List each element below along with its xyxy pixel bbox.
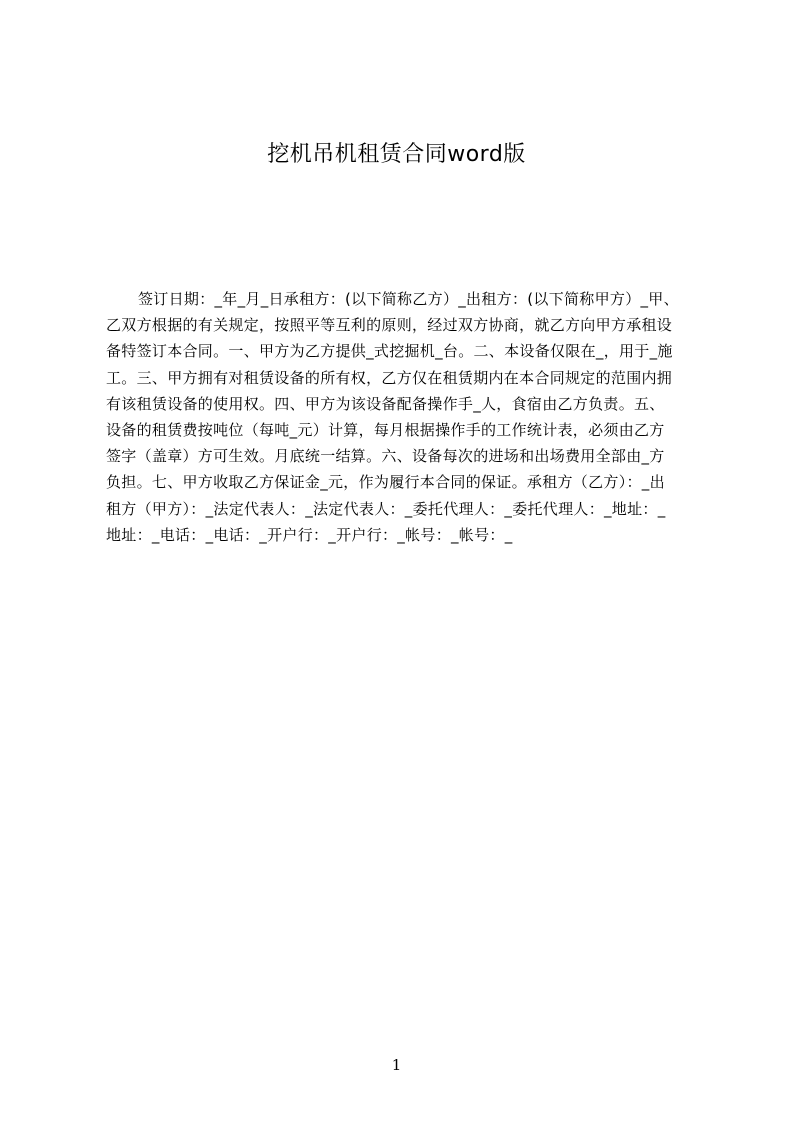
body-line: 备特签订本合同。一、甲方为乙方提供_式挖掘机_台。二、本设备仅限在_，用于_施 [106, 342, 673, 361]
contract-body [106, 286, 698, 548]
document-title: 挖机吊机租赁合同word版 [267, 142, 526, 167]
body-line: 租方（甲方）：_法定代表人：_法定代表人：_委托代理人：_委托代理人：_地址：_ [106, 499, 666, 518]
body-line: 负担。七、甲方收取乙方保证金_元，作为履行本合同的保证。承租方（乙方）：_出 [106, 473, 665, 492]
page-number: 1 [391, 1056, 402, 1074]
body-line: 工。三、甲方拥有对租赁设备的所有权，乙方仅在租赁期内在本合同规定的范围内拥 [106, 368, 673, 387]
body-line: 签订日期：_年_月_日承租方：(以下简称乙方）_出租方：(以下简称甲方）_甲、 [138, 290, 679, 308]
body-line: 设备的租赁费按吨位（每吨_元）计算，每月根据操作手的工作统计表，必须由乙方 [106, 420, 665, 439]
body-line: 签字（盖章）方可生效。月底统一结算。六、设备每次的进场和出场费用全部由_方 [106, 447, 665, 466]
body-line: 乙双方根据的有关规定，按照平等互利的原则，经过双方协商，就乙方向甲方承租设 [106, 316, 673, 335]
body-line: 地址：_电话：_电话：_开户行：_开户行：_帐号：_帐号：_ [106, 525, 513, 544]
body-line: 有该租赁设备的使用权。四、甲方为该设备配备操作手_人，食宿由乙方负责。五、 [106, 394, 665, 413]
